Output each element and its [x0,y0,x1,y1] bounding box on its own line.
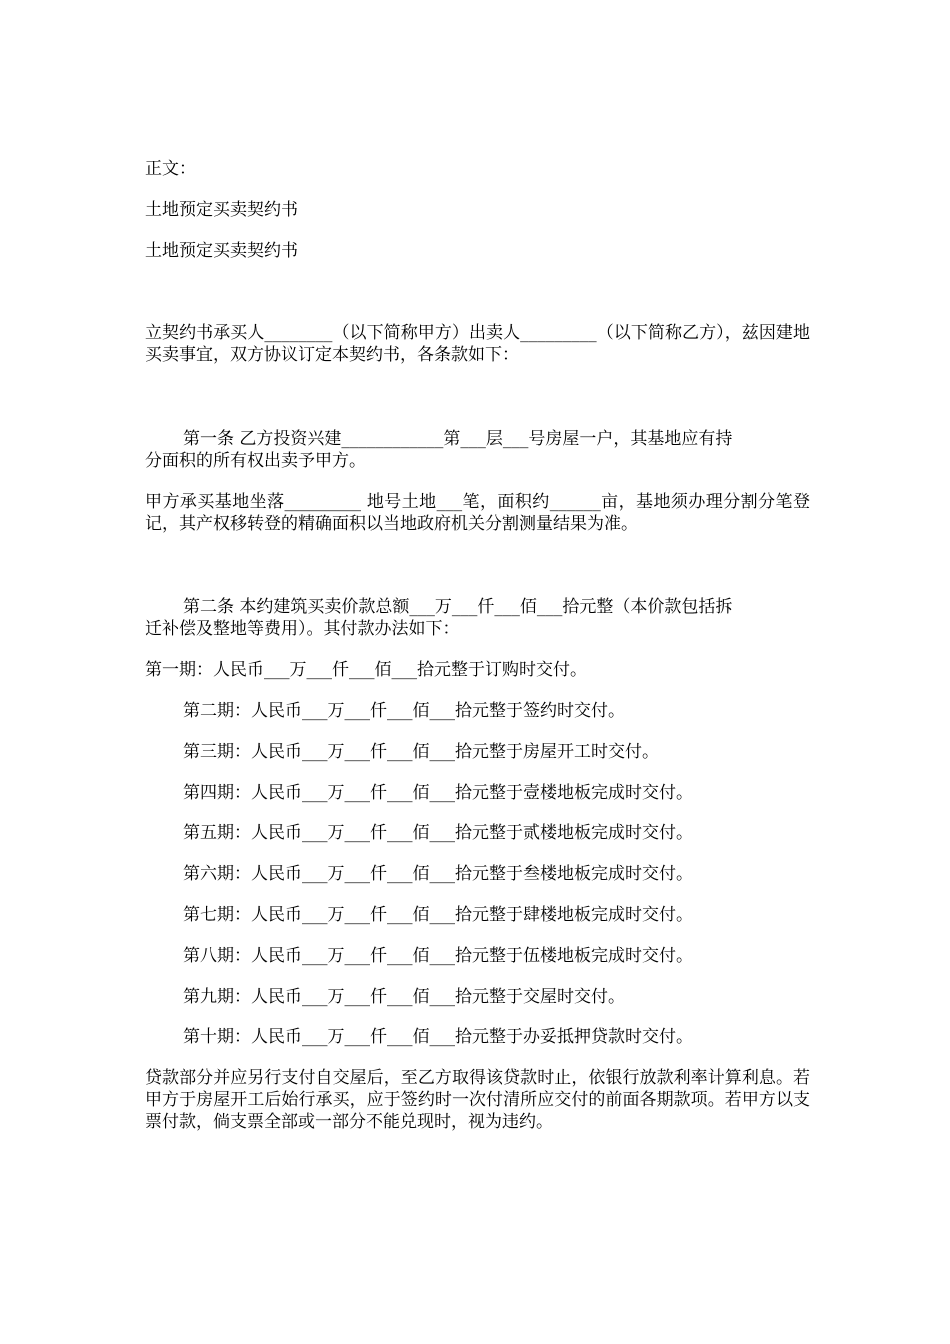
article-2-line-1: 第二条 本约建筑买卖价款总额___万___仟___佰___拾元整（本价款包括拆 [183,597,733,617]
installment-7: 第七期：人民币___万___仟___佰___拾元整于肆楼地板完成时交付。 [183,905,693,925]
installment-5: 第五期：人民币___万___仟___佰___拾元整于贰楼地板完成时交付。 [183,823,693,843]
preamble-paragraph: 立契约书承买人________（以下简称甲方）出卖人_________（以下简称乙方），兹因建地买卖事宜，双方协议订定本契约书，各条款如下： [145,323,810,365]
installment-10: 第十期：人民币___万___仟___佰___拾元整于办妥抵押贷款时交付。 [183,1027,693,1047]
loan-clause-paragraph: 贷款部分并应另行支付自交屋后，至乙方取得该贷款时止，依银行放款利率计算利息。若甲方于房屋开工后始行承买，应于签约时一次付清所应交付的前面各期款项。若甲方以支票付款，倘支票全部或一部分不能兑现时，视为违约。 [145,1068,810,1132]
installment-3: 第三期：人民币___万___仟___佰___拾元整于房屋开工时交付。 [183,742,659,762]
installment-4: 第四期：人民币___万___仟___佰___拾元整于壹楼地板完成时交付。 [183,783,693,803]
installment-9: 第九期：人民币___万___仟___佰___拾元整于交屋时交付。 [183,987,625,1007]
heading-text: 正文： [145,159,196,179]
article-2-line-2: 迁补偿及整地等费用）。其付款办法如下： [145,619,460,639]
title-line-2: 土地预定买卖契约书 [145,241,298,261]
installment-6: 第六期：人民币___万___仟___佰___拾元整于叁楼地板完成时交付。 [183,864,693,884]
installment-2: 第二期：人民币___万___仟___佰___拾元整于签约时交付。 [183,701,625,721]
article-1-line-1: 第一条 乙方投资兴建____________第___层___号房屋一户，其基地应有持 [183,429,733,449]
article-1-land-paragraph: 甲方承买基地坐落_________ 地号土地___笔，面积约______亩，基地须办理分割分笔登记，其产权移转登的精确面积以当地政府机关分割测量结果为准。 [145,492,810,534]
title-line-1: 土地预定买卖契约书 [145,200,298,220]
article-1-line-2: 分面积的所有权出卖予甲方。 [145,451,366,471]
installment-1: 第一期：人民币___万___仟___佰___拾元整于订购时交付。 [145,660,587,680]
installment-8: 第八期：人民币___万___仟___佰___拾元整于伍楼地板完成时交付。 [183,946,693,966]
